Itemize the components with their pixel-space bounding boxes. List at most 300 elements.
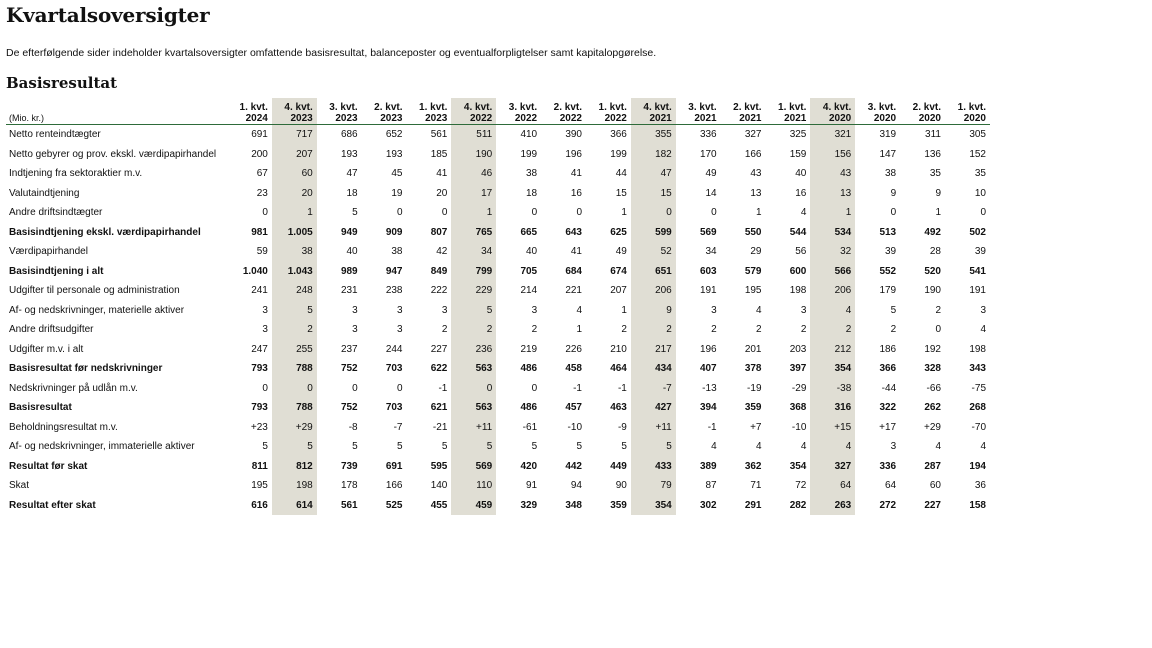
table-cell: 3 (262, 304, 268, 316)
table-cell: 486 (520, 363, 538, 375)
table-cell: 15 (631, 184, 676, 204)
table-cell: 247 (251, 343, 268, 355)
table-cell: 849 (430, 265, 448, 277)
column-quarter: 2. kvt. (733, 102, 762, 113)
row-label: Netto renteindtægter (9, 129, 101, 141)
table-cell: 40 (526, 246, 538, 258)
table-cell: 227 (430, 343, 448, 355)
table-cell: 178 (340, 480, 358, 492)
table-row (6, 125, 990, 145)
table-cell: 0 (396, 382, 403, 394)
table-cell: 195 (744, 285, 762, 297)
table-cell: 566 (810, 262, 855, 282)
column-quarter: 2. kvt. (912, 102, 941, 113)
table-cell: 703 (385, 402, 403, 414)
table-cell: 60 (272, 164, 317, 184)
column-quarter: 1. kvt. (598, 102, 627, 113)
table-cell: 190 (924, 285, 941, 297)
table-cell: 1 (576, 324, 582, 336)
table-cell: 368 (789, 402, 807, 414)
column-quarter: 4. kvt. (284, 102, 313, 113)
table-cell: 3 (396, 324, 403, 336)
table-cell: 394 (699, 402, 717, 414)
table-row (6, 301, 990, 321)
table-cell: 325 (789, 129, 807, 141)
table-cell: 241 (251, 285, 268, 297)
table-cell: 49 (615, 246, 627, 258)
column-year: 2022 (470, 113, 493, 124)
table-cell: 0 (576, 207, 582, 219)
quarterly-basis-result-table (6, 98, 990, 515)
table-cell: 397 (789, 363, 807, 375)
table-cell: 229 (451, 281, 496, 301)
table-row (6, 320, 990, 340)
table-cell: 348 (565, 499, 582, 511)
table-cell: 1 (451, 203, 496, 223)
table-cell: 38 (526, 168, 538, 180)
column-year: 2022 (604, 113, 627, 124)
table-cell: 91 (526, 480, 538, 492)
table-cell: -66 (926, 382, 941, 394)
table-cell: 0 (890, 207, 897, 219)
table-cell: 41 (570, 246, 582, 258)
table-cell: 305 (969, 129, 986, 141)
table-cell: 67 (256, 168, 268, 180)
table-cell: 32 (810, 242, 855, 262)
table-cell: 788 (272, 359, 317, 379)
column-header (451, 98, 496, 125)
table-cell: 359 (744, 402, 762, 414)
column-header (362, 98, 407, 125)
table-cell: 29 (750, 246, 762, 258)
table-cell: -7 (631, 379, 676, 399)
table-cell: -13 (702, 382, 717, 394)
column-year: 2024 (245, 113, 268, 124)
table-cell: 752 (340, 402, 358, 414)
table-cell: 3 (890, 441, 897, 453)
table-cell: 196 (565, 148, 582, 160)
table-cell: 263 (810, 496, 855, 516)
table-cell: 166 (385, 480, 403, 492)
unit-label: (Mio. kr.) (6, 98, 227, 125)
row-label: Andre driftsindtægter (9, 207, 103, 219)
table-cell: -10 (791, 421, 807, 433)
table-cell: 765 (451, 223, 496, 243)
table-cell: 354 (631, 496, 676, 516)
table-cell: -1 (707, 421, 717, 433)
table-cell: 625 (610, 226, 627, 238)
table-cell: 799 (451, 262, 496, 282)
column-year: 2023 (380, 113, 403, 124)
table-cell: 2 (451, 320, 496, 340)
table-cell: 302 (699, 499, 717, 511)
table-cell: 1.043 (272, 262, 317, 282)
column-year: 2020 (829, 113, 852, 124)
table-cell: 492 (924, 226, 941, 238)
row-label: Resultat før skat (9, 460, 88, 472)
table-cell: 42 (436, 246, 448, 258)
table-cell: 190 (451, 145, 496, 165)
table-cell: 328 (924, 363, 941, 375)
row-label: Netto gebyrer og prov. ekskl. værdipapirhandel (9, 148, 217, 160)
table-cell: 651 (631, 262, 676, 282)
table-cell: 705 (520, 265, 538, 277)
table-cell: 59 (256, 246, 268, 258)
table-cell: 179 (879, 285, 897, 297)
table-cell: 1 (810, 203, 855, 223)
table-cell: +23 (250, 421, 268, 433)
table-cell: -19 (747, 382, 762, 394)
table-cell: 199 (520, 148, 538, 160)
table-row (6, 242, 990, 262)
table-cell: 525 (385, 499, 403, 511)
table-cell: 427 (631, 398, 676, 418)
column-header (272, 98, 317, 125)
table-cell: 4 (810, 437, 855, 457)
table-cell: 45 (391, 168, 403, 180)
table-cell: 20 (436, 187, 448, 199)
column-quarter: 4. kvt. (643, 102, 672, 113)
table-cell: 343 (969, 363, 986, 375)
table-cell: 2 (631, 320, 676, 340)
table-cell: 595 (430, 460, 448, 472)
table-cell: 2 (272, 320, 317, 340)
table-cell: 691 (385, 460, 403, 472)
table-cell: 793 (251, 363, 268, 375)
table-cell: 3 (352, 304, 358, 316)
table-cell: 311 (925, 129, 941, 141)
table-cell: 599 (631, 223, 676, 243)
table-cell: 34 (705, 246, 717, 258)
table-cell: 238 (385, 285, 403, 297)
table-cell: 354 (810, 359, 855, 379)
column-year: 2021 (739, 113, 762, 124)
table-cell: 20 (272, 184, 317, 204)
table-cell: 752 (340, 363, 358, 375)
table-cell: 354 (789, 460, 807, 472)
table-row (6, 203, 990, 223)
table-cell: 3 (352, 324, 358, 336)
table-cell: 0 (262, 382, 268, 394)
table-cell: 36 (974, 480, 986, 492)
table-cell: 4 (810, 301, 855, 321)
table-cell: 410 (520, 129, 538, 141)
table-row (6, 184, 990, 204)
table-cell: -75 (971, 382, 986, 394)
column-quarter: 4. kvt. (822, 102, 852, 113)
table-cell: 614 (272, 496, 317, 516)
table-cell: 739 (340, 460, 358, 472)
table-cell: 244 (385, 343, 403, 355)
row-label: Beholdningsresultat m.v. (9, 421, 118, 433)
table-cell: 327 (744, 129, 762, 141)
table-cell: 185 (430, 148, 448, 160)
table-row (6, 340, 990, 360)
table-cell: 569 (699, 226, 717, 238)
table-cell: 717 (272, 125, 317, 145)
table-cell: 147 (879, 148, 897, 160)
table-cell: -1 (573, 382, 582, 394)
table-cell: 182 (631, 145, 676, 165)
table-cell: 390 (565, 129, 582, 141)
column-year: 2023 (335, 113, 358, 124)
table-cell: 0 (352, 382, 358, 394)
table-cell: 186 (879, 343, 897, 355)
table-cell: 0 (531, 207, 538, 219)
table-cell: 534 (810, 223, 855, 243)
table-row (6, 496, 990, 516)
table-cell: 47 (631, 164, 676, 184)
column-year: 2020 (918, 113, 941, 124)
table-cell: -1 (617, 382, 627, 394)
table-cell: 1 (621, 304, 627, 316)
table-cell: 0 (531, 382, 538, 394)
column-header (676, 98, 721, 125)
table-cell: 4 (576, 304, 582, 316)
column-header (766, 98, 811, 125)
table-cell: 603 (699, 265, 717, 277)
table-cell: 214 (520, 285, 538, 297)
table-cell: 152 (969, 148, 986, 160)
table-cell: 136 (924, 148, 941, 160)
table-cell: -9 (617, 421, 627, 433)
table-cell: 19 (391, 187, 403, 199)
row-label: Af- og nedskrivninger, materielle aktiver (9, 304, 185, 316)
column-quarter: 4. kvt. (463, 102, 493, 113)
table-cell: -8 (348, 421, 358, 433)
table-cell: 248 (272, 281, 317, 301)
table-cell: 194 (969, 460, 986, 472)
column-year: 2020 (963, 113, 986, 124)
table-cell: 544 (789, 226, 807, 238)
table-cell: 811 (251, 460, 268, 472)
table-cell: 947 (385, 265, 403, 277)
table-cell: 793 (251, 402, 268, 414)
table-cell: 600 (789, 265, 807, 277)
table-cell: 237 (340, 343, 358, 355)
table-cell: 665 (520, 226, 538, 238)
table-cell: 0 (451, 379, 496, 399)
table-cell: +11 (631, 418, 676, 438)
table-cell: 316 (810, 398, 855, 418)
section-heading: Basisresultat (6, 74, 118, 92)
table-cell: 5 (352, 207, 358, 219)
table-cell: 3 (711, 304, 717, 316)
table-cell: 5 (576, 441, 582, 453)
table-cell: 563 (451, 398, 496, 418)
table-cell: 38 (272, 242, 317, 262)
page-title: Kvartalsoversigter (6, 3, 210, 27)
table-cell: +29 (924, 421, 941, 433)
table-cell: 5 (451, 301, 496, 321)
table-cell: 15 (615, 187, 627, 199)
table-cell: 87 (705, 480, 717, 492)
table-cell: 420 (520, 460, 538, 472)
table-cell: 2 (810, 320, 855, 340)
table-cell: +29 (272, 418, 317, 438)
row-label: Udgifter til personale og administration (9, 285, 180, 297)
table-cell: 389 (699, 460, 717, 472)
table-cell: 14 (705, 187, 717, 199)
intro-text: De efterfølgende sider indeholder kvartalsoversigter omfattende basisresultat, balanceposter og eventualforpligtelser samt kapitalopgørelse. (6, 47, 657, 59)
table-cell: 949 (340, 226, 358, 238)
table-cell: +15 (810, 418, 855, 438)
table-cell: 38 (885, 168, 897, 180)
table-cell: 217 (631, 340, 676, 360)
table-cell: 5 (631, 437, 676, 457)
table-cell: 0 (935, 324, 941, 336)
table-cell: 434 (631, 359, 676, 379)
table-cell: 17 (451, 184, 496, 204)
table-cell: 3 (262, 324, 268, 336)
table-cell: 39 (885, 246, 897, 258)
table-cell: 201 (744, 343, 762, 355)
table-cell: 41 (570, 168, 582, 180)
column-quarter: 2. kvt. (553, 102, 582, 113)
table-cell: 407 (699, 363, 717, 375)
table-cell: 3 (800, 304, 807, 316)
table-cell: 193 (340, 148, 358, 160)
table-cell: 196 (699, 343, 717, 355)
table-cell: 989 (340, 265, 358, 277)
table-cell: 52 (631, 242, 676, 262)
table-cell: 788 (272, 398, 317, 418)
table-cell: 5 (531, 441, 538, 453)
table-cell: 110 (451, 476, 496, 496)
table-cell: 156 (810, 145, 855, 165)
table-cell: 158 (969, 499, 986, 511)
table-row (6, 164, 990, 184)
table-cell: 236 (451, 340, 496, 360)
table-cell: 0 (262, 207, 268, 219)
table-cell: 10 (974, 187, 986, 199)
table-cell: 579 (744, 265, 762, 277)
table-cell: 1 (272, 203, 317, 223)
table-cell: 170 (699, 148, 717, 160)
table-row (6, 437, 990, 457)
table-cell: 207 (272, 145, 317, 165)
table-cell: 511 (451, 125, 496, 145)
table-cell: 23 (256, 187, 268, 199)
table-cell: 684 (565, 265, 582, 277)
column-year: 2020 (873, 113, 897, 124)
table-cell: 255 (272, 340, 317, 360)
table-cell: 56 (795, 246, 807, 258)
table-cell: 47 (346, 168, 358, 180)
table-cell: 28 (929, 246, 941, 258)
table-cell: 561 (430, 129, 448, 141)
table-cell: 622 (430, 363, 448, 375)
column-header (900, 98, 945, 125)
column-header (586, 98, 631, 125)
row-label: Skat (9, 480, 30, 492)
table-cell: 9 (890, 187, 897, 199)
table-cell: 231 (340, 285, 358, 297)
column-quarter: 1. kvt. (239, 102, 268, 113)
table-cell: 166 (744, 148, 762, 160)
table-cell: 1 (935, 207, 941, 219)
table-cell: 0 (441, 207, 448, 219)
table-cell: 71 (750, 480, 762, 492)
table-cell: 203 (789, 343, 807, 355)
column-year: 2021 (649, 113, 672, 124)
table-cell: 552 (879, 265, 897, 277)
row-label: Indtjening fra sektoraktier m.v. (9, 168, 143, 180)
table-cell: 703 (385, 363, 403, 375)
table-cell: 13 (810, 184, 855, 204)
table-cell: 5 (621, 441, 627, 453)
column-quarter: 3. kvt. (508, 102, 538, 113)
table-cell: 643 (565, 226, 582, 238)
table-row (6, 281, 990, 301)
table-cell: 221 (565, 285, 582, 297)
table-cell: 0 (272, 379, 317, 399)
table-cell: 5 (441, 441, 448, 453)
table-cell: 1 (621, 207, 627, 219)
row-label: Basisindtjening i alt (9, 265, 104, 277)
column-year: 2023 (290, 113, 313, 124)
table-cell: 35 (974, 168, 986, 180)
table-cell: 459 (451, 496, 496, 516)
table-cell: 319 (879, 129, 897, 141)
table-cell: 336 (879, 460, 897, 472)
table-cell: 569 (451, 457, 496, 477)
table-cell: 43 (750, 168, 762, 180)
table-row (6, 398, 990, 418)
table-cell: 3 (441, 304, 448, 316)
table-cell: 5 (451, 437, 496, 457)
row-label: Udgifter m.v. i alt (9, 343, 84, 355)
table-cell: 674 (610, 265, 627, 277)
table-cell: 206 (810, 281, 855, 301)
column-header (407, 98, 452, 125)
table-cell: 46 (451, 164, 496, 184)
table-cell: 9 (935, 187, 941, 199)
table-cell: +11 (451, 418, 496, 438)
table-row (6, 457, 990, 477)
table-cell: 140 (430, 480, 448, 492)
table-row (6, 145, 990, 165)
table-cell: 291 (744, 499, 762, 511)
table-cell: 686 (340, 129, 358, 141)
row-label: Resultat efter skat (9, 499, 96, 511)
table-cell: 1 (755, 207, 762, 219)
table-cell: 362 (744, 460, 762, 472)
table-cell: 0 (631, 203, 676, 223)
table-cell: 4 (711, 441, 717, 453)
table-cell: 38 (391, 246, 403, 258)
table-cell: 321 (810, 125, 855, 145)
table-cell: 49 (705, 168, 717, 180)
table-cell: 563 (451, 359, 496, 379)
table-cell: 227 (924, 499, 941, 511)
column-quarter: 3. kvt. (688, 102, 717, 113)
table-row (6, 223, 990, 243)
table-cell: 193 (385, 148, 403, 160)
table-cell: 262 (924, 402, 941, 414)
table-cell: 5 (272, 437, 317, 457)
table-cell: 2 (755, 324, 762, 336)
column-header (855, 98, 900, 125)
table-cell: 652 (385, 129, 403, 141)
table-row (6, 418, 990, 438)
table-cell: 199 (610, 148, 627, 160)
table-cell: +7 (750, 421, 762, 433)
table-cell: 44 (615, 168, 627, 180)
column-quarter: 1. kvt. (419, 102, 448, 113)
table-cell: 329 (520, 499, 538, 511)
table-cell: 206 (631, 281, 676, 301)
